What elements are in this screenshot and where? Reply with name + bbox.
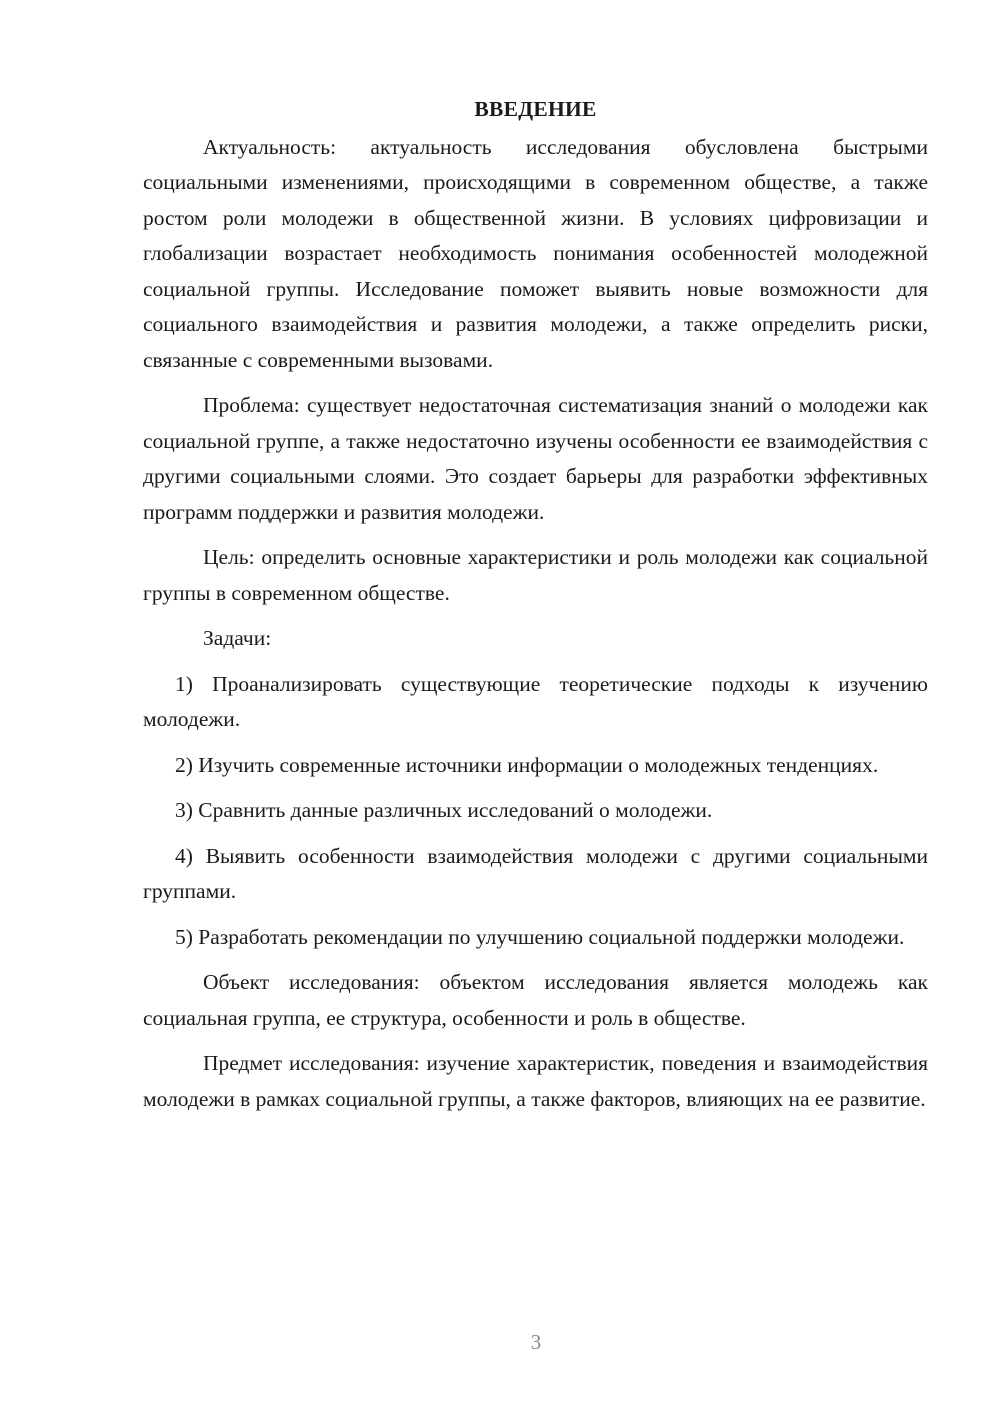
paragraph-subject: Предмет исследования: изучение характеристик, поведения и взаимодействия молодежи в рамках социальной группы, а также факторов, влияющих на ее развитие.: [143, 1051, 928, 1111]
tasks-heading: Задачи:: [203, 626, 272, 650]
task-item-2: 2) Изучить современные источники информации о молодежных тенденциях.: [175, 752, 879, 777]
paragraph-relevance: Актуальность: актуальность исследования обусловлена быстрыми социальными изменениями, происходящими в современном обществе, а также ростом роли молодежи в общественной жизни. В условиях цифровизации и глобализации возрастает необходимость понимания особенностей молодежной социальной группы. Исследование поможет выявить новые возможности для социального взаимодействия и развития молодежи, а также определить риски, связанные с современными вызовами.: [143, 134, 928, 372]
paragraph-problem: Проблема: существует недостаточная систематизация знаний о молодежи как социальной группе, а также недостаточно изучены особенности ее взаимодействия с другими социальными слоями. Это создает барьеры для разработки эффективных программ поддержки и развития молодежи.: [143, 393, 928, 524]
task-item-5: 5) Разработать рекомендации по улучшению социальной поддержки молодежи.: [175, 924, 905, 949]
task-item-3: 3) Сравнить данные различных исследований о молодежи.: [175, 798, 713, 822]
paragraph-goal: Цель: определить основные характеристики и роль молодежи как социальной группы в современном обществе.: [143, 545, 928, 605]
task-item-4: 4) Выявить особенности взаимодействия молодежи с другими социальными группами.: [143, 843, 928, 903]
paragraph-object: Объект исследования: объектом исследования является молодежь как социальная группа, ее структура, особенности и роль в обществе.: [143, 970, 928, 1030]
section-title: ВВЕДЕНИЕ: [474, 97, 597, 121]
task-item-1: 1) Проанализировать существующие теоретические подходы к изучению молодежи.: [143, 671, 928, 731]
document-page: [143, 92, 928, 1127]
page-number: 3: [530, 1330, 542, 1354]
